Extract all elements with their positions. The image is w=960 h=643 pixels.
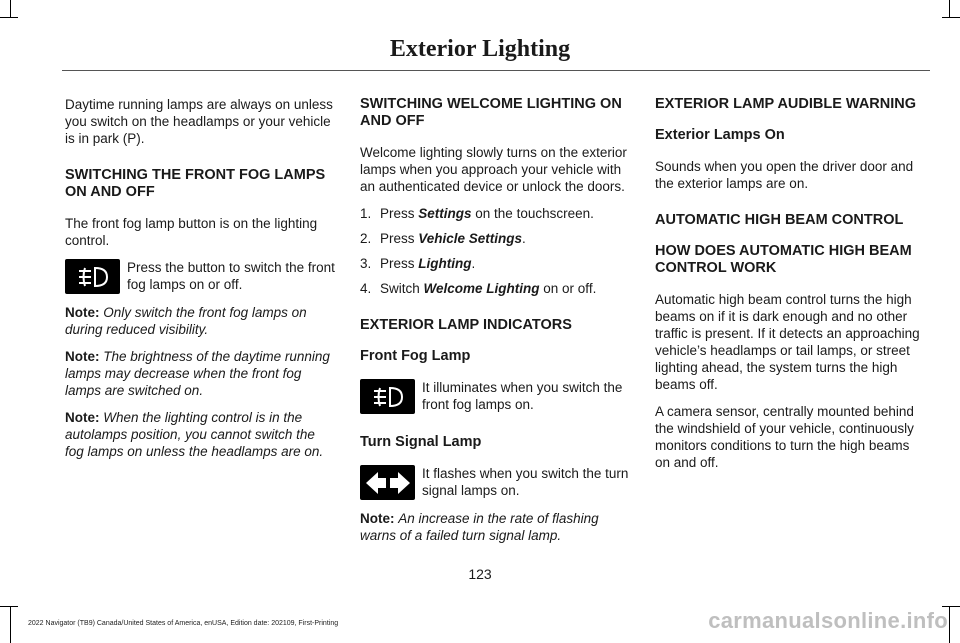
- note-label: Note:: [65, 410, 100, 425]
- section-heading: EXTERIOR LAMP AUDIBLE WARNING: [655, 96, 917, 112]
- crop-mark: [10, 606, 11, 643]
- step-emphasis: Lighting: [418, 256, 472, 271]
- step-text: .: [471, 256, 476, 271]
- note-body: An increase in the rate of flashing warns of a failed turn signal lamp.: [360, 511, 599, 543]
- note: [65, 348, 337, 399]
- note-body: Only switch the front fog lamps on during reduced visibility.: [65, 305, 307, 337]
- footer-text: 2022 Navigator (TB9) Canada/United States of America, enUSA, Edition date: 202109, First-Printing: [28, 620, 339, 627]
- page-title: Exterior Lighting: [389, 36, 571, 62]
- column-3: [655, 96, 927, 481]
- note-body: When the lighting control is in the autolamps position, you cannot switch the fog lamps on unless the headlamps are on.: [65, 410, 324, 459]
- section-heading: AUTOMATIC HIGH BEAM CONTROL: [655, 212, 904, 228]
- icon-row: [360, 379, 632, 414]
- crop-mark: [10, 0, 11, 18]
- step-text: Switch: [380, 281, 424, 296]
- paragraph: Sounds when you open the driver door and the exterior lamps are on.: [655, 159, 914, 191]
- step-text: on or off.: [539, 281, 597, 296]
- crop-mark: [0, 17, 18, 18]
- step-text: on the touchscreen.: [471, 206, 594, 221]
- paragraph: A camera sensor, centrally mounted behind the windshield of your vehicle, continuously monitors conditions to turn the high beams on and off.: [655, 404, 914, 470]
- note: [65, 409, 337, 460]
- section-heading: EXTERIOR LAMP INDICATORS: [360, 317, 572, 333]
- list-item: [360, 230, 632, 247]
- list-item: [360, 255, 632, 272]
- icon-description: It illuminates when you switch the front fog lamps on.: [422, 380, 623, 412]
- paragraph: The front fog lamp button is on the lighting control.: [65, 216, 318, 248]
- crop-mark: [942, 606, 960, 607]
- subheading: Exterior Lamps On: [655, 127, 785, 143]
- step-text: Press: [380, 256, 419, 271]
- section-heading: SWITCHING WELCOME LIGHTING ON AND OFF: [360, 96, 622, 129]
- subheading: Front Fog Lamp: [360, 348, 471, 364]
- crop-mark: [942, 17, 960, 18]
- list-item: [360, 205, 632, 222]
- step-emphasis: Vehicle Settings: [418, 231, 523, 246]
- note-body: The brightness of the daytime running lamps may decrease when the front fog lamps are switched on.: [65, 349, 330, 398]
- page-number: 123: [468, 566, 492, 582]
- paragraph: Welcome lighting slowly turns on the exterior lamps when you approach your vehicle with an authenticated device or unlock the doors.: [360, 145, 627, 194]
- note: [360, 510, 632, 544]
- note-label: Note:: [65, 349, 100, 364]
- steps-list: [360, 205, 632, 297]
- note-label: Note:: [65, 305, 100, 320]
- list-item: [360, 280, 632, 297]
- front-fog-lamp-icon: [360, 379, 415, 414]
- step-text: Press: [380, 206, 419, 221]
- section-heading: HOW DOES AUTOMATIC HIGH BEAM CONTROL WORK: [655, 243, 912, 276]
- crop-mark: [949, 606, 950, 643]
- crop-mark: [949, 0, 950, 18]
- intro-paragraph: Daytime running lamps are always on unless you switch on the headlamps or your vehicle is in park (P).: [65, 97, 333, 146]
- turn-signal-icon: [360, 465, 415, 500]
- crop-mark: [0, 606, 18, 607]
- watermark-link[interactable]: carmanualsonline.info: [708, 608, 948, 633]
- step-number: 4.: [360, 281, 372, 296]
- column-2: [360, 96, 632, 554]
- step-text: .: [522, 231, 526, 246]
- column-1: [65, 96, 337, 470]
- icon-description: Press the button to switch the front fog lamps on or off.: [127, 260, 335, 292]
- subheading: Turn Signal Lamp: [360, 434, 482, 450]
- step-number: 1.: [360, 206, 372, 221]
- section-heading: SWITCHING THE FRONT FOG LAMPS ON AND OFF: [65, 167, 326, 200]
- icon-description: It flashes when you switch the turn signal lamps on.: [422, 466, 629, 498]
- step-emphasis: Welcome Lighting: [423, 281, 540, 296]
- step-number: 2.: [360, 231, 372, 246]
- step-text: Press: [380, 231, 419, 246]
- icon-row: [360, 465, 632, 500]
- step-number: 3.: [360, 256, 372, 271]
- step-emphasis: Settings: [418, 206, 472, 221]
- header-divider: [62, 70, 930, 71]
- note: [65, 304, 337, 338]
- front-fog-lamp-icon: [65, 259, 120, 294]
- paragraph: Automatic high beam control turns the high beams on if it is dark enough and no other traffic is present. If it detects an approaching vehicle’s headlamps or tail lamps, or street lighting ahead, the system turns the high beams off.: [655, 292, 920, 392]
- icon-row: [65, 259, 337, 294]
- note-label: Note:: [360, 511, 395, 526]
